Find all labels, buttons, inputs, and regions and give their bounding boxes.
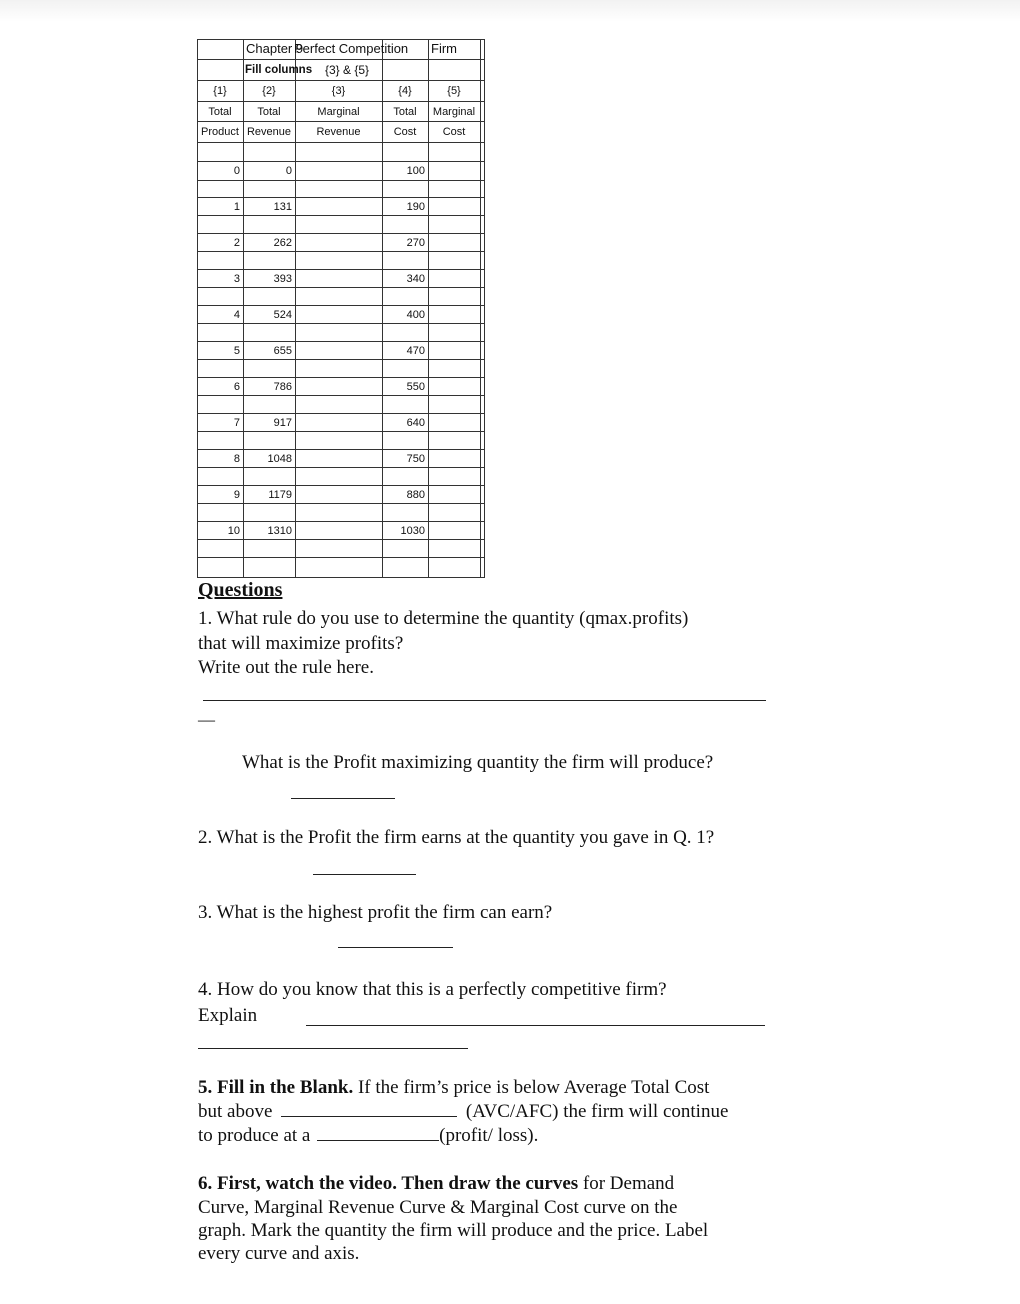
total-product-cell: 7 (233, 417, 240, 429)
col-header-line1: Marginal (432, 106, 476, 118)
total-product-cell: 0 (233, 165, 240, 177)
question-4-explain: Explain (198, 1005, 258, 1026)
total-revenue-cell: 0 (285, 165, 292, 177)
col-header-line1: Total (208, 106, 232, 118)
question-3-text: 3. What is the highest profit the firm can earn? (198, 902, 553, 923)
top-bar (0, 0, 1020, 22)
question-6-label: 6. (198, 1173, 217, 1194)
col-header-line1: Total (393, 106, 417, 118)
question-5-text: (AVC/AFC) the firm will continue (465, 1101, 729, 1122)
total-cost-cell: 190 (406, 201, 425, 213)
col-header-line2: Revenue (246, 126, 292, 138)
question-5-text: (profit/ loss). (439, 1125, 539, 1146)
sheet-title-firm: Firm (431, 41, 457, 56)
question-5-text: If the firm’s price is below Average Total Cost (353, 1077, 710, 1098)
total-product-cell: 10 (227, 525, 240, 537)
question-6-text: every curve and axis. (198, 1243, 360, 1264)
total-cost-cell: 880 (406, 489, 425, 501)
cost-revenue-table (197, 39, 485, 578)
col-header-line2: Cost (442, 126, 466, 138)
answer-blank[interactable] (313, 874, 416, 875)
total-revenue-cell: 917 (273, 417, 292, 429)
question-6-line1 (198, 1172, 674, 1196)
col-header-line2: Cost (393, 126, 417, 138)
question-6-bold-text: First, watch the video. Then draw the curves (217, 1173, 579, 1194)
question-2-text: 2. What is the Profit the firm earns at the quantity you gave in Q. 1? (198, 827, 715, 848)
question-6-text: graph. Mark the quantity the firm will produce and the price. Label (198, 1220, 709, 1241)
col-num-5: {5} (447, 85, 461, 97)
col-num-4: {4} (398, 85, 412, 97)
total-product-cell: 3 (233, 273, 240, 285)
total-cost-cell: 400 (406, 309, 425, 321)
col-header-line1: Total (257, 106, 281, 118)
total-cost-cell: 100 (406, 165, 425, 177)
total-revenue-cell: 786 (273, 381, 292, 393)
total-product-cell: 5 (233, 345, 240, 357)
answer-blank[interactable] (291, 798, 395, 799)
question-1b-text: What is the Profit maximizing quantity the firm will produce? (242, 752, 714, 773)
answer-blank[interactable] (338, 947, 453, 948)
col-num-3: {3} (331, 85, 346, 97)
sheet-title-chapter: Chapter 9 (246, 41, 304, 56)
col-header-line1: Marginal (317, 106, 360, 118)
total-revenue-cell: 655 (273, 345, 292, 357)
col-num-1: {1} (213, 85, 227, 97)
total-cost-cell: 640 (406, 417, 425, 429)
question-6-text: for Demand (578, 1173, 675, 1194)
total-revenue-cell: 131 (273, 201, 292, 213)
total-cost-cell: 1030 (400, 525, 425, 537)
col-header-line2: Revenue (316, 126, 361, 138)
sheet-instruction: Fill columns (245, 64, 313, 76)
total-revenue-cell: 393 (273, 273, 292, 285)
col-num-2: {2} (262, 85, 276, 97)
answer-line[interactable] (306, 1025, 765, 1026)
total-cost-cell: 470 (406, 345, 425, 357)
question-1-text: 1. What rule do you use to determine the quantity (qmax.profits) (198, 608, 689, 629)
total-product-cell: 2 (233, 237, 240, 249)
question-5-line2 (198, 1100, 728, 1124)
question-4-text: 4. How do you know that this is a perfectly competitive firm? (198, 979, 667, 1000)
col-header-line2: Product (201, 126, 239, 138)
total-revenue-cell: 524 (273, 309, 292, 321)
total-revenue-cell: 1310 (267, 525, 292, 537)
total-revenue-cell: 1179 (268, 489, 292, 501)
answer-line[interactable] (198, 1048, 468, 1049)
question-5-line1 (198, 1076, 709, 1100)
questions-heading: Questions (198, 579, 283, 601)
question-6-text: Curve, Marginal Revenue Curve & Marginal Cost curve on the (198, 1197, 678, 1218)
total-revenue-cell: 1048 (267, 453, 292, 465)
question-1-text: Write out the rule here. (198, 657, 374, 678)
total-product-cell: 6 (233, 381, 240, 393)
total-product-cell: 8 (233, 453, 240, 465)
fill-blank[interactable] (281, 1116, 457, 1117)
total-cost-cell: 750 (406, 453, 425, 465)
question-1-text: that will maximize profits? (198, 633, 404, 654)
question-5-text: but above (198, 1101, 273, 1122)
question-5-line3 (198, 1124, 538, 1148)
answer-line[interactable] (203, 700, 766, 701)
question-5-label: 5. Fill in the Blank. (198, 1077, 354, 1098)
total-cost-cell: 270 (406, 237, 425, 249)
total-product-cell: 9 (233, 489, 240, 501)
question-5-text: to produce at a (198, 1125, 311, 1146)
total-cost-cell: 340 (406, 273, 425, 285)
total-product-cell: 1 (233, 201, 240, 213)
sheet-title: Perfect Competition (294, 41, 409, 56)
fill-blank[interactable] (317, 1140, 439, 1141)
total-cost-cell: 550 (406, 381, 425, 393)
total-revenue-cell: 262 (273, 237, 292, 249)
sheet-instruction-columns: {3} & {5} (325, 63, 370, 77)
answer-line-continuation: — (198, 710, 215, 729)
total-product-cell: 4 (233, 309, 240, 321)
